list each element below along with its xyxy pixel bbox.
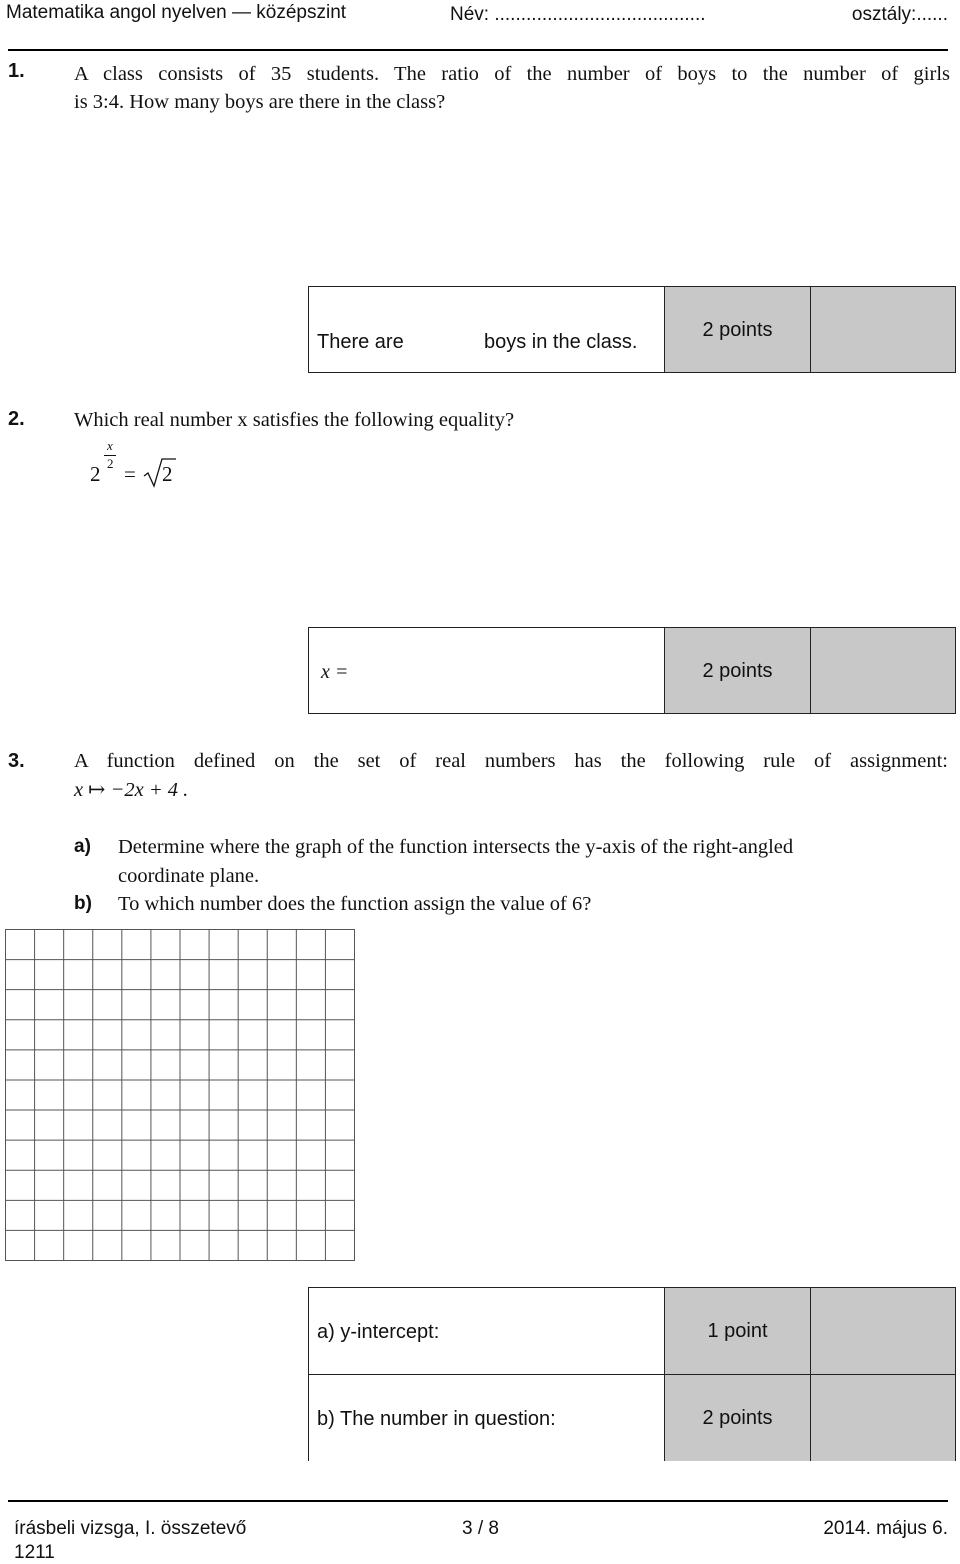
eq-sqrt-argument: 2 [162, 462, 173, 486]
answer-x-label: x = [321, 661, 349, 683]
graph-paper-grid[interactable] [5, 929, 355, 1261]
question-3a-answer-field[interactable] [309, 1288, 665, 1375]
header-divider [8, 49, 948, 51]
question-3b-score-cell [811, 1375, 955, 1461]
eq-base: 2 [90, 462, 101, 486]
footer-divider [8, 1500, 948, 1502]
question-1-number: 1. [8, 60, 25, 82]
question-3a-line-1: Determine where the graph of the function intersects the y-axis of the right-angled [118, 836, 794, 858]
answer-a-label: a) y-intercept: [317, 1321, 440, 1343]
question-3-number: 3. [8, 750, 25, 772]
question-3b-points: 2 points [665, 1375, 811, 1461]
header-subject: Matematika angol nyelven — középszint [6, 2, 347, 23]
question-3a-points: 1 point [665, 1288, 811, 1375]
answer-b-label: b) The number in question: [317, 1408, 556, 1430]
footer-code: 1211 [14, 1542, 55, 1563]
question-3b-text: To which number does the function assign the value of 6? [118, 893, 592, 915]
question-2-number: 2. [8, 408, 25, 430]
header-name-field: Név: ........................................ [450, 4, 706, 25]
question-2-points: 2 points [665, 628, 811, 713]
eq-exponent-denominator: 2 [107, 456, 114, 471]
question-1-answer-field[interactable] [309, 287, 665, 372]
footer-date: 2014. május 6. [823, 1518, 948, 1539]
answer-prefix: There are [317, 331, 404, 353]
eq-equals: = [124, 462, 136, 486]
eq-exponent-numerator: x [107, 438, 113, 453]
question-3b-answer-field[interactable] [309, 1375, 665, 1461]
question-1-points: 2 points [665, 287, 811, 372]
question-2-text: Which real number x satisfies the following equality? [74, 409, 515, 431]
question-2-answer-box [308, 627, 956, 714]
footer-page-number: 3 / 8 [462, 1518, 499, 1539]
question-3a-label: a) [74, 836, 91, 857]
question-1-answer-box [308, 286, 956, 373]
header-class-field: osztály:...... [851, 4, 948, 25]
question-3-answer-box [308, 1287, 956, 1461]
question-3a-score-cell [811, 1288, 955, 1375]
footer-exam-label: írásbeli vizsga, I. összetevő [14, 1518, 247, 1539]
question-1-score-cell [811, 287, 955, 372]
question-3a-line-2: coordinate plane. [118, 865, 260, 887]
question-3-rule: x ↦ −2x + 4 . [74, 779, 189, 801]
question-2-answer-field[interactable] [309, 628, 665, 713]
question-3b-label: b) [74, 893, 92, 914]
question-1-line-1: A class consists of 35 students. The ratio of the number of boys to the number of girls [74, 63, 950, 85]
question-3-line-1: A function defined on the set of real numbers has the following rule of assignment: [74, 750, 948, 772]
question-1-line-2: is 3:4. How many boys are there in the class? [74, 91, 446, 113]
answer-suffix: boys in the class. [484, 331, 638, 353]
question-2-score-cell [811, 628, 955, 713]
